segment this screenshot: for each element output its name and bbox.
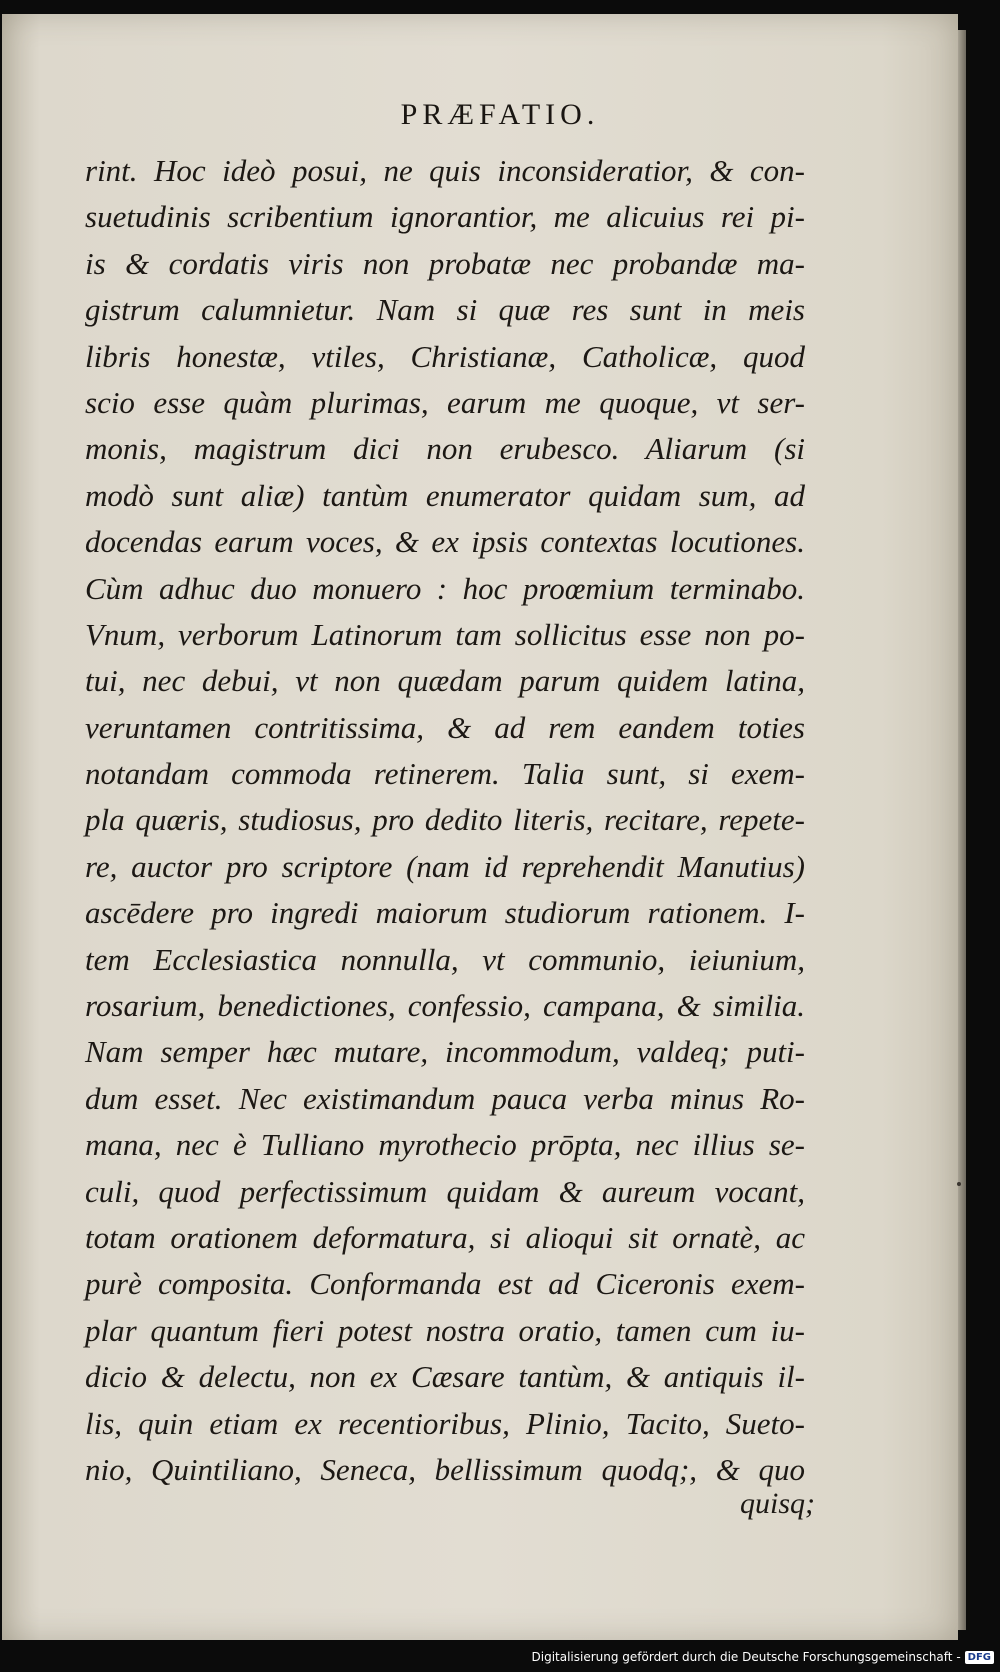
text-line: monis, magistrum dici non erubesco. Aliarum (si <box>85 431 805 467</box>
text-line: purè composita. Conformanda est ad Ciceronis exem- <box>85 1266 805 1302</box>
text-line: dicio & delectu, non ex Cæsare tantùm, & antiquis il- <box>85 1359 805 1395</box>
text-line: totam orationem deformatura, si alioqui sit ornatè, ac <box>85 1219 805 1255</box>
text-line: notandam commoda retinerem. Talia sunt, si exem- <box>85 756 805 792</box>
page-edge <box>958 30 966 1630</box>
text-line: lis, quin etiam ex recentioribus, Plinio, Tacito, Sueto- <box>85 1405 805 1441</box>
page-spot <box>957 1182 961 1186</box>
footer <box>532 1646 995 1668</box>
text-line: gistrum calumnietur. Nam si quæ res sunt in meis <box>85 292 805 328</box>
text-line: rint. Hoc ideò posui, ne quis inconsideratior, & con- <box>85 153 805 188</box>
text-line: ascēdere pro ingredi maiorum studiorum rationem. I- <box>85 895 805 931</box>
text-line: Vnum, verborum Latinorum tam sollicitus esse non po- <box>85 616 805 652</box>
text-line: rosarium, benedictiones, confessio, campana, & similia. <box>85 988 805 1024</box>
text-line: nio, Quintiliano, Seneca, bellissimum quodq;, & quo <box>85 1451 805 1487</box>
text-line: suetudinis scribentium ignorantior, me alicuius rei pi- <box>85 199 805 235</box>
footer-credit: Digitalisierung gefördert durch die Deutsche Forschungsgemeinschaft - <box>531 1650 961 1664</box>
text-line: docendas earum voces, & ex ipsis contextas locutiones. <box>85 524 805 560</box>
running-header: PRÆFATIO. <box>400 98 600 131</box>
text-line: mana, nec è Tulliano myrothecio prōpta, nec illius se- <box>85 1127 805 1163</box>
body-text <box>85 148 805 1493</box>
text-line: veruntamen contritissima, & ad rem eandem toties <box>85 709 805 745</box>
text-line: pla quæris, studiosus, pro dedito literis, recitare, repete- <box>85 802 805 838</box>
text-line: Cùm adhuc duo monuero : hoc proœmium terminabo. <box>85 570 805 606</box>
text-line: dum esset. Nec existimandum pauca verba minus Ro- <box>85 1080 805 1116</box>
text-line: tui, nec debui, vt non quædam parum quidem latina, <box>85 663 805 699</box>
text-line: scio esse quàm plurimas, earum me quoque, vt ser- <box>85 384 805 420</box>
text-line: culi, quod perfectissimum quidam & aureum vocant, <box>85 1173 805 1209</box>
dfg-logo-icon: DFG <box>965 1651 994 1664</box>
catchword: quisq; <box>740 1487 815 1520</box>
text-line: modò sunt aliæ) tantùm enumerator quidam sum, ad <box>85 477 805 513</box>
text-line: tem Ecclesiastica nonnulla, vt communio, ieiunium, <box>85 941 805 977</box>
text-line: Nam semper hæc mutare, incommodum, valdeq; puti- <box>85 1034 805 1070</box>
text-line: re, auctor pro scriptore (nam id reprehendit Manutius) <box>85 848 805 884</box>
text-line: libris honestæ, vtiles, Christianæ, Catholicæ, quod <box>85 338 805 374</box>
text-line: is & cordatis viris non probatæ nec probandæ ma- <box>85 245 805 281</box>
text-line: plar quantum fieri potest nostra oratio, tamen cum iu- <box>85 1312 805 1348</box>
